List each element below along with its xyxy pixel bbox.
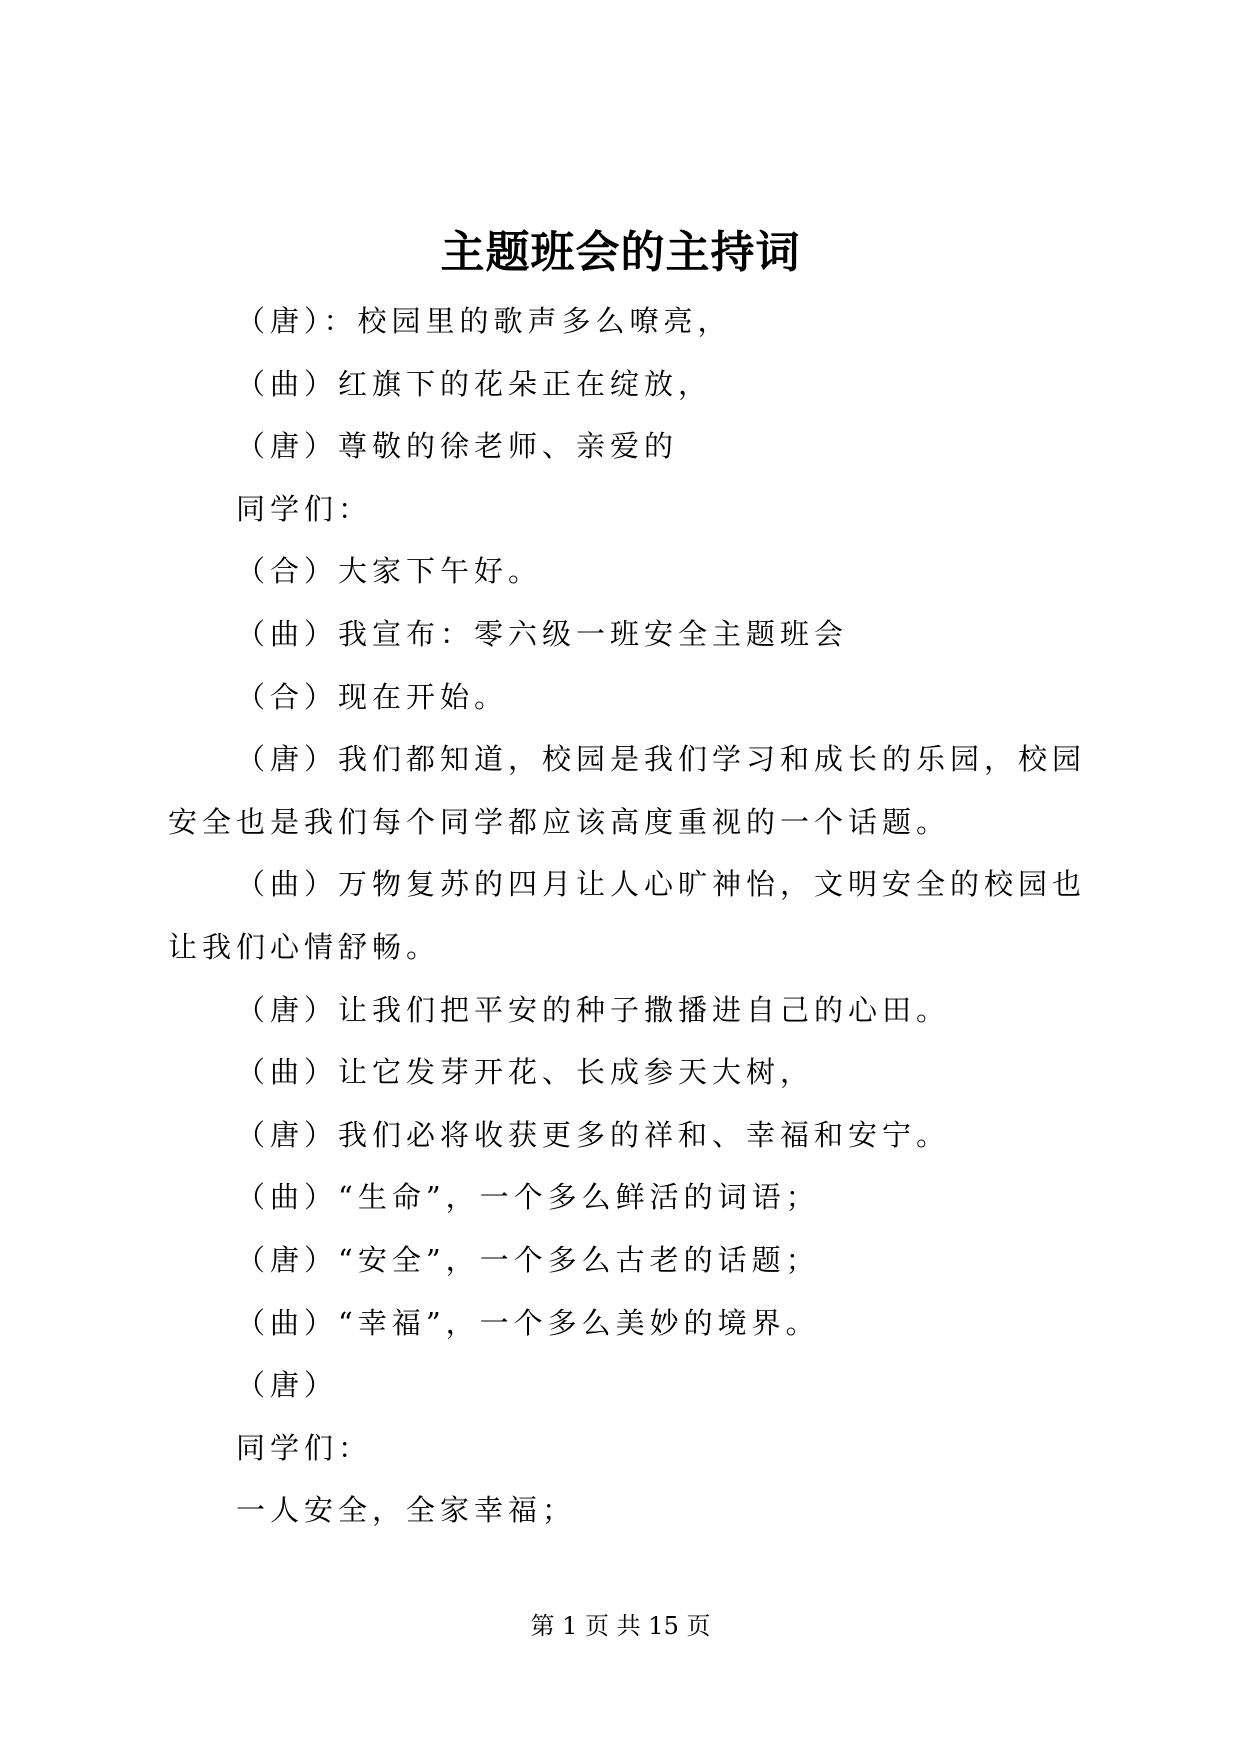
paragraph: （唐）“安全”，一个多么古老的话题；	[236, 1242, 820, 1277]
paragraph: （唐）尊敬的徐老师、亲爱的	[236, 429, 679, 464]
paragraph: （唐）我们必将收获更多的祥和、幸福和安宁。	[236, 1117, 951, 1152]
paragraph: 一人安全，全家幸福；	[236, 1493, 577, 1528]
paragraph: （曲）“幸福”，一个多么美妙的境界。	[236, 1305, 820, 1340]
paragraph: （曲）红旗下的花朵正在绽放，	[236, 366, 713, 401]
paragraph: 同学们：	[236, 491, 373, 526]
paragraph: （曲）“生命”，一个多么鲜活的词语；	[236, 1180, 820, 1215]
paragraph: （曲）万物复苏的四月让人心旷神怡，文明安全的校园也让我们心情舒畅。	[168, 867, 1087, 964]
document-body	[168, 290, 1088, 1542]
paragraph: （唐）：校园里的歌声多么嘹亮，	[236, 304, 732, 338]
paragraph: （曲）让它发芽开花、长成参天大树，	[236, 1055, 815, 1090]
paragraph: （合）现在开始。	[236, 679, 509, 714]
paragraph: （唐）	[236, 1368, 339, 1403]
paragraph: 同学们：	[236, 1430, 373, 1465]
paragraph: （唐）我们都知道，校园是我们学习和成长的乐园，校园安全也是我们每个同学都应该高度重视的一个话题。	[168, 742, 1087, 839]
paragraph: （曲）我宣布：零六级一班安全主题班会	[236, 616, 849, 651]
document-title: 主题班会的主持词	[440, 227, 801, 278]
paragraph: （合）大家下午好。	[236, 554, 543, 589]
paragraph: （唐）让我们把平安的种子撒播进自己的心田。	[236, 992, 951, 1027]
page-number-footer: 第 1 页 共 15 页	[530, 1612, 711, 1640]
